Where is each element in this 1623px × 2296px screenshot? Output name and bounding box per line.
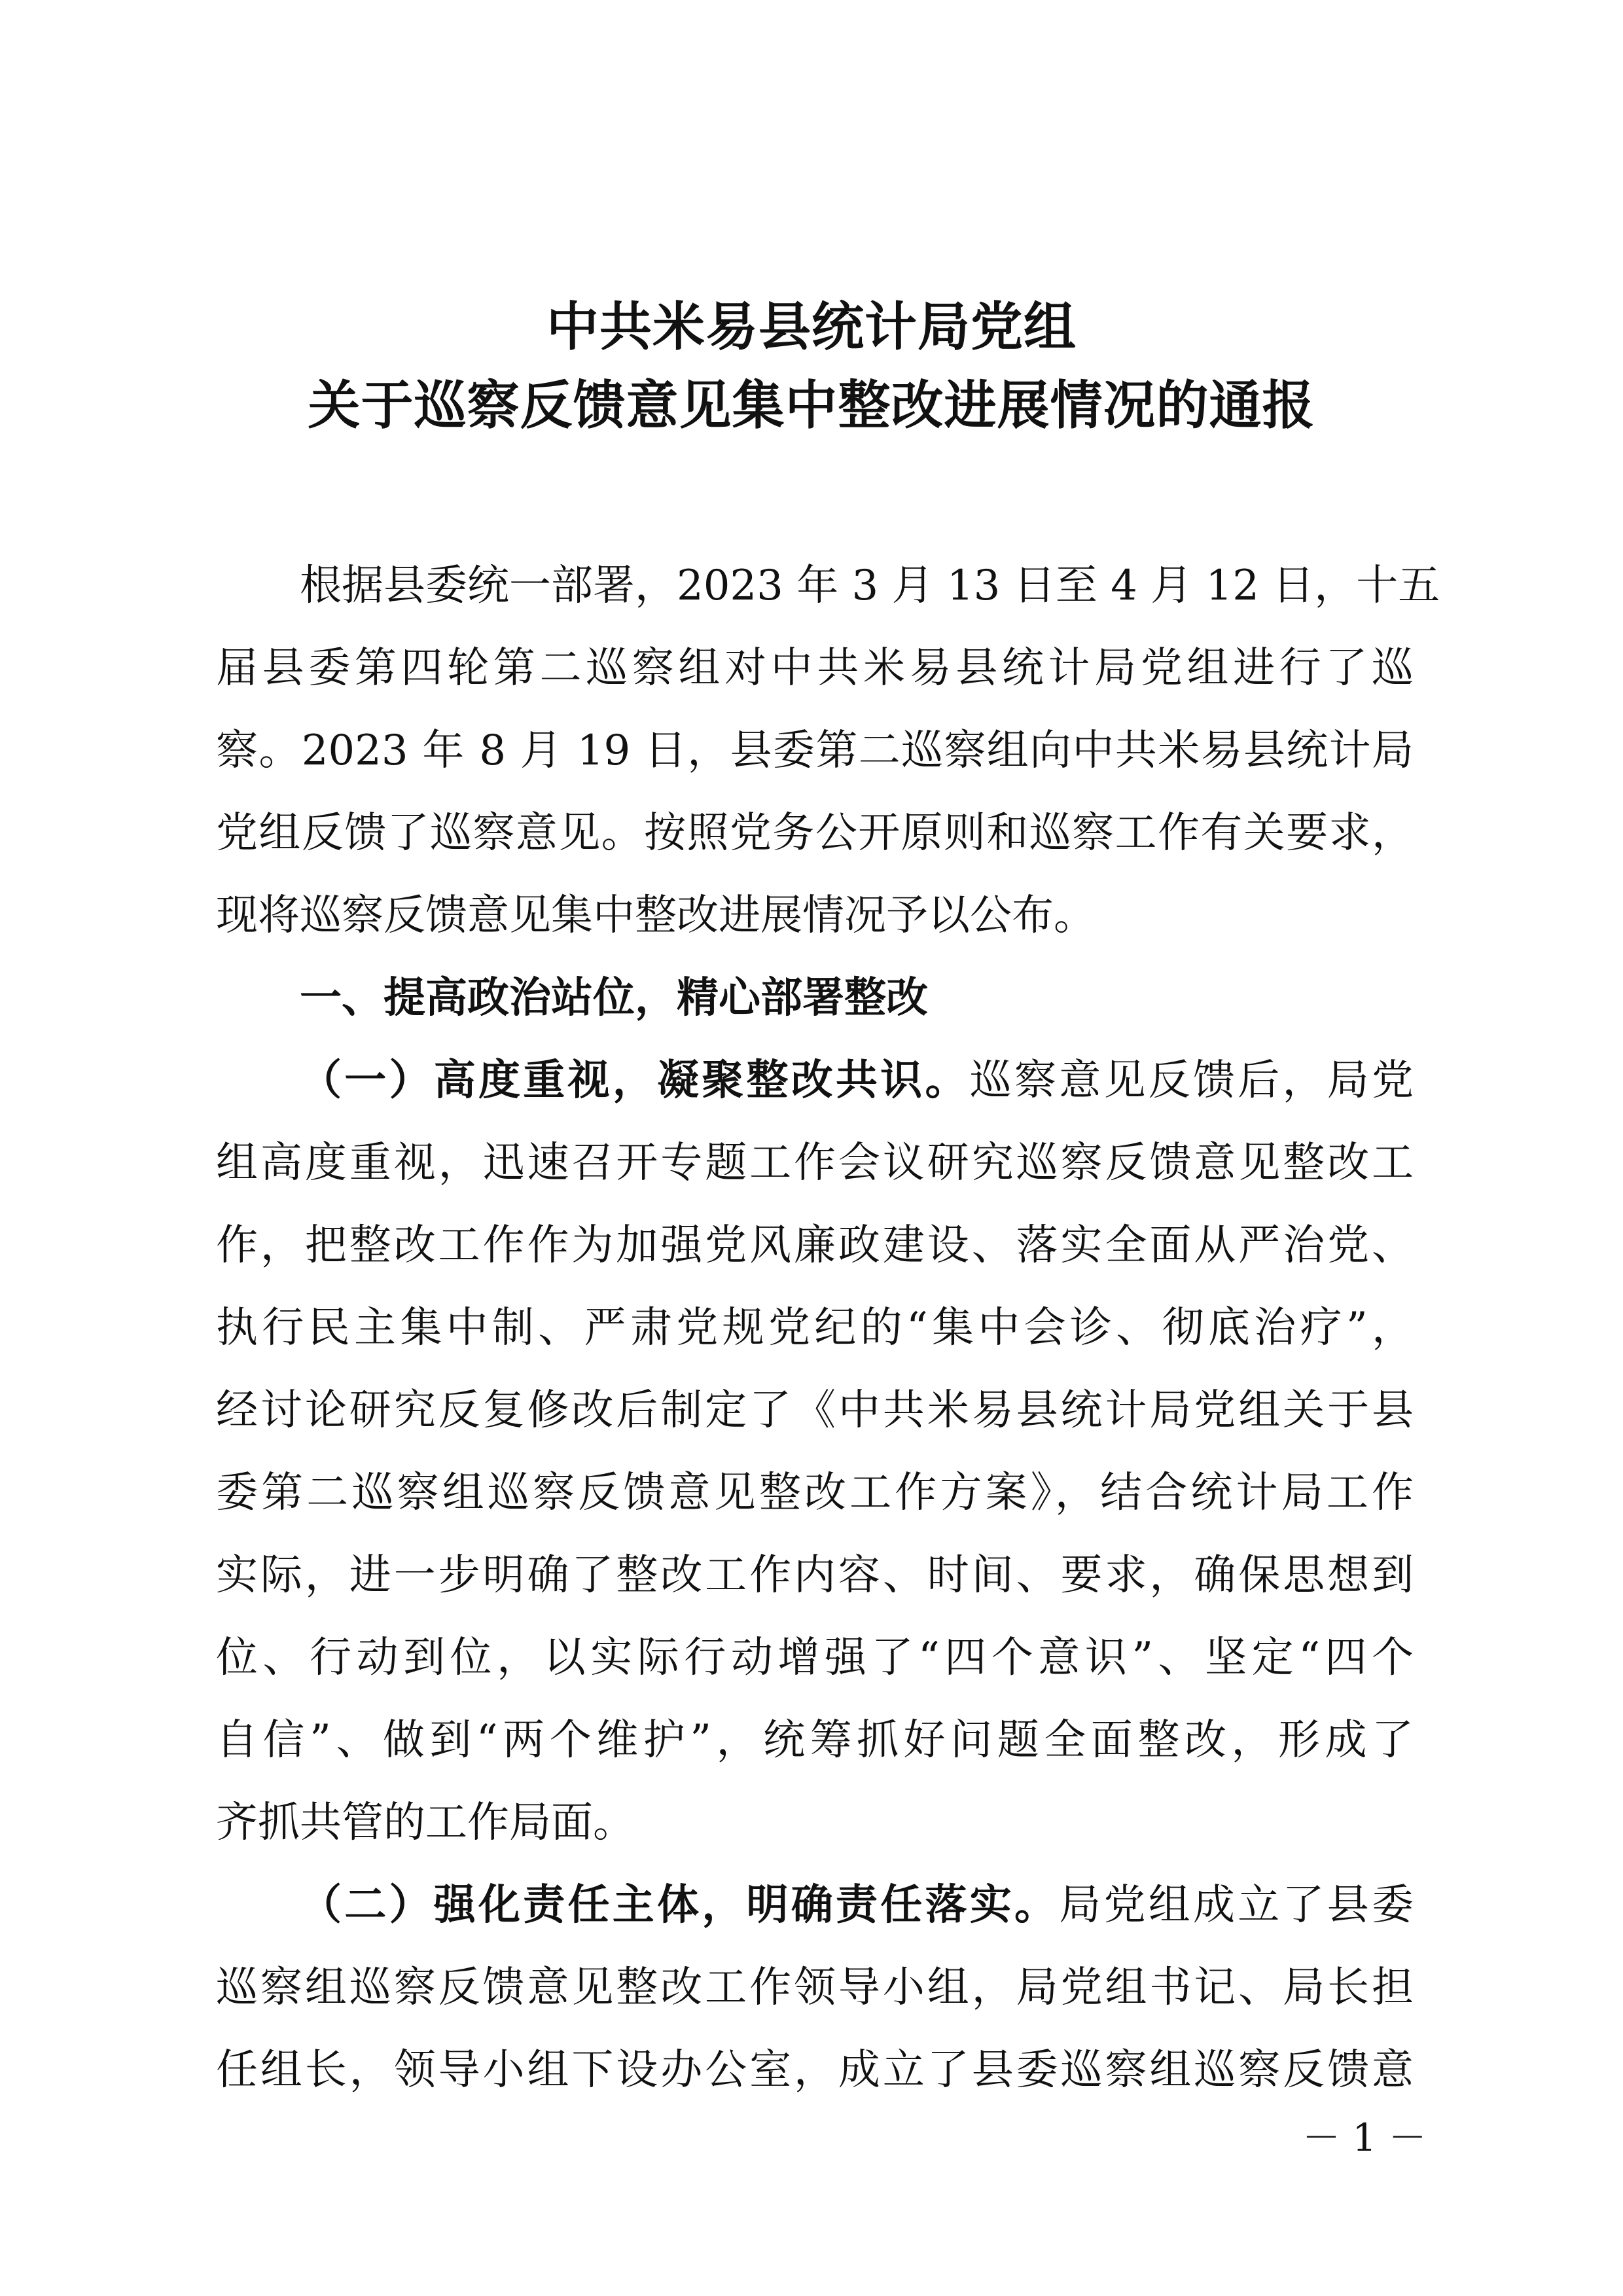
paragraph-line: 经讨论研究反复修改后制定了《中共米易县统计局党组关于县 [216, 1386, 1414, 1435]
paragraph-line: 实际，进一步明确了整改工作内容、时间、要求，确保思想到 [216, 1551, 1414, 1600]
paragraph-line: 巡察组巡察反馈意见整改工作领导小组，局党组书记、局长担 [216, 1964, 1414, 2012]
intro-paragraph-line: 察。2023 年 8 月 19 日，县委第二巡察组向中共米易县统计局 [216, 726, 1414, 775]
subsection-lead: （一）高度重视，凝聚整改共识。 [300, 1056, 970, 1105]
paragraph-text: 局党组成立了县委 [1059, 1881, 1414, 1929]
paragraph-line: 委第二巡察组巡察反馈意见整改工作方案》，结合统计局工作 [216, 1469, 1414, 1517]
intro-paragraph-line: 党组反馈了巡察意见。按照党务公开原则和巡察工作有关要求， [216, 809, 1414, 857]
paragraph-text: 巡察意见反馈后，局党 [969, 1056, 1414, 1105]
paragraph-line: 组高度重视，迅速召开专题工作会议研究巡察反馈意见整改工 [216, 1139, 1414, 1187]
subsection-lead: （二）强化责任主体，明确责任落实。 [300, 1881, 1060, 1929]
document-title-line-2: 关于巡察反馈意见集中整改进展情况的通报 [308, 375, 1315, 436]
intro-paragraph-line: 根据县委统一部署，2023 年 3 月 13 日至 4 月 12 日，十五 [300, 562, 1440, 610]
intro-paragraph-line: 现将巡察反馈意见集中整改进展情况予以公布。 [216, 891, 1096, 940]
document-title-line-1: 中共米易县统计局党组 [546, 296, 1077, 357]
paragraph-line [300, 1039, 1414, 1122]
paragraph-line: 作，把整改工作作为加强党风廉政建设、落实全面从严治党、 [216, 1221, 1414, 1270]
page-number: － 1 － [1302, 2115, 1427, 2160]
paragraph-line [300, 1864, 1414, 1946]
paragraph-line: 任组长，领导小组下设办公室，成立了县委巡察组巡察反馈意 [216, 2046, 1414, 2094]
paragraph-line: 执行民主集中制、严肃党规党纪的“集中会诊、彻底治疗”， [216, 1304, 1414, 1352]
section-heading: 一、提高政治站位，精心部署整改 [300, 974, 928, 1022]
paragraph-line: 位、行动到位，以实际行动增强了“四个意识”、坚定“四个 [216, 1634, 1414, 1682]
intro-paragraph-line: 届县委第四轮第二巡察组对中共米易县统计局党组进行了巡 [216, 644, 1414, 692]
paragraph-line: 自信”、做到“两个维护”，统筹抓好问题全面整改，形成了 [216, 1716, 1414, 1765]
paragraph-line: 齐抓共管的工作局面。 [216, 1799, 635, 1847]
